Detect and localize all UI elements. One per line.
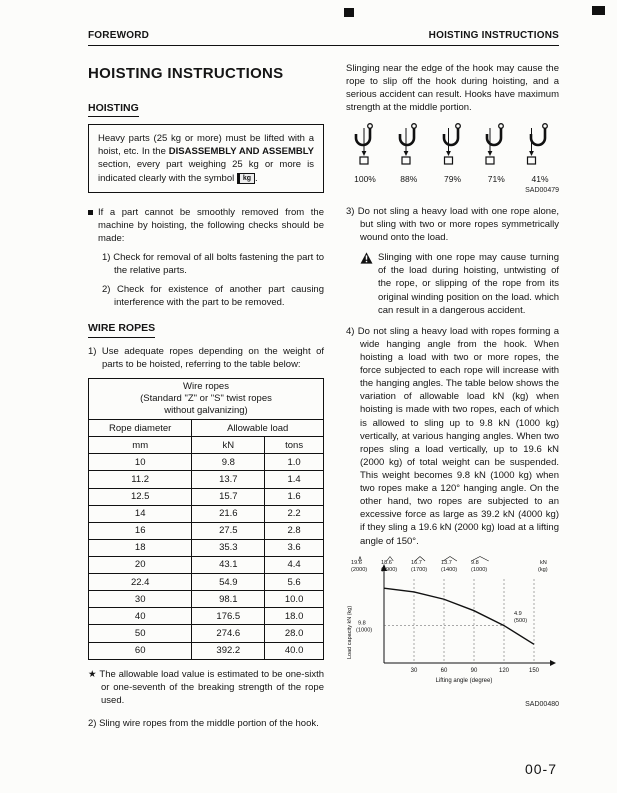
- table-title: Wire ropes (Standard "Z" or "S" twist ropes without galvanizing): [89, 379, 324, 420]
- notice-text-end: .: [255, 172, 258, 184]
- svg-text:(1400): (1400): [441, 566, 458, 573]
- svg-text:18.6: 18.6: [381, 559, 392, 566]
- hook-icon: [480, 122, 512, 168]
- sling-note: 2) Sling wire ropes from the middle portion of the hook.: [88, 717, 319, 729]
- svg-text:(1000): (1000): [356, 627, 373, 634]
- svg-text:(500): (500): [514, 617, 528, 624]
- notice-box: [88, 124, 324, 192]
- hook-figure: [390, 122, 428, 185]
- bullet-text: If a part cannot be smoothly removed from the machine by hoisting, the following checks should be made:: [98, 206, 324, 244]
- table-row: 12.5 15.7 1.6: [89, 488, 324, 505]
- unit-header-mm: mm: [89, 437, 192, 454]
- table-row: 18 35.3 3.6: [89, 539, 324, 556]
- warning-block: [346, 251, 559, 317]
- check-item: 1) Check for removal of all bolts fastening the part to the relative parts.: [102, 251, 324, 277]
- right-column: [346, 62, 559, 737]
- wire-ropes-intro: 1) Use adequate ropes depending on the weight of parts to be hoisted, referring to the table below:: [88, 345, 324, 370]
- hook-strength-percent: 71%: [487, 173, 505, 184]
- star-icon: ★: [88, 668, 97, 680]
- svg-text:(1700): (1700): [411, 566, 428, 573]
- bullet-paragraph: [88, 206, 324, 245]
- svg-text:60: 60: [440, 667, 448, 674]
- notice-text-post: section, every part weighing 25 kg or more is indicated clearly with the symbol: [98, 159, 314, 184]
- svg-text:(1900): (1900): [381, 566, 398, 573]
- hook-figure: [434, 122, 472, 185]
- square-bullet-icon: [88, 210, 93, 215]
- table-row: 10 9.8 1.0: [89, 454, 324, 471]
- hook-icon: [349, 122, 381, 168]
- table-row: 50 274.6 28.0: [89, 625, 324, 642]
- hook-strength-percent: 41%: [531, 173, 549, 184]
- hoisting-heading: HOISTING: [88, 101, 324, 117]
- warning-text: Slinging with one rope may cause turning of the load during hoisting, untwisting of the rope, or slipping of the rope from its original winding position on the load. which can result in a dangerous accident.: [378, 252, 559, 316]
- hook-strength-percent: 88%: [400, 173, 418, 184]
- wire-rope-table: [88, 378, 324, 660]
- hook-figure: [521, 122, 559, 185]
- svg-text:(kg): (kg): [538, 566, 548, 573]
- registration-mark: [592, 6, 605, 15]
- svg-text:4.9: 4.9: [514, 610, 522, 617]
- svg-text:Lifting angle (degree): Lifting angle (degree): [435, 677, 493, 684]
- hook-strength-percent: 100%: [354, 173, 376, 184]
- angle-chart-svg: [346, 555, 559, 695]
- wire-rope-table-body: [89, 454, 324, 659]
- table-row: 11.2 13.7 1.4: [89, 471, 324, 488]
- svg-text:90: 90: [470, 667, 478, 674]
- table-row: 14 21.6 2.2: [89, 505, 324, 522]
- svg-text:Load capacity kN (kg): Load capacity kN (kg): [347, 605, 353, 659]
- column-header-diameter: Rope diameter: [89, 420, 192, 437]
- hook-icon: [524, 122, 556, 168]
- svg-text:19.6: 19.6: [351, 559, 362, 566]
- check-item: 2) Check for existence of another part causing interference with the part to be removed.: [102, 284, 324, 309]
- left-column: [88, 62, 324, 737]
- svg-text:(1000): (1000): [471, 566, 488, 573]
- wire-ropes-heading: WIRE ROPES: [88, 321, 324, 337]
- kg-symbol-icon: kg: [237, 173, 255, 184]
- table-row: 30 98.1 10.0: [89, 591, 324, 608]
- instruction-item-4: 4) Do not sling a heavy load with ropes forming a wide hanging angle from the hook. When hoisting a load with two or more ropes, the force subjected to each rope will increase with the hanging angles. The table below shows the variation of allowable load kN (kg) when hoisting is made with two ropes, each of which is allowed to sling up to 9.8 kN (1000 kg) vertically, at various hanging angles. When two ropes sling a load vertically, up to 19.6 kN (2000 kg) of total weight can be suspended. This weight becomes 9.8 kN (1000 kg) when two ropes make a 120° hanging angle. On the other hand, two ropes are subjected to an excessive force as large as 39.2 kN (4000 kg) if they sling a 19.6 kN (2000 kg) load at a lifting angle of 150°.: [346, 325, 559, 547]
- svg-text:(2000): (2000): [351, 566, 368, 573]
- hook-icon: [437, 122, 469, 168]
- hook-figure-row: [346, 122, 559, 185]
- hook-strength-percent: 79%: [443, 173, 461, 184]
- hook-icon: [393, 122, 425, 168]
- column-header-load: Allowable load: [192, 420, 324, 437]
- svg-text:150: 150: [528, 667, 540, 674]
- svg-text:13.7: 13.7: [441, 559, 452, 566]
- table-row: 20 43.1 4.4: [89, 556, 324, 573]
- registration-mark: [344, 8, 354, 17]
- running-header: [88, 30, 559, 46]
- unit-header-kn: kN: [192, 437, 265, 454]
- warning-triangle-icon: [360, 252, 373, 317]
- figure-code: SAD00479: [525, 187, 559, 195]
- table-row: 22.4 54.9 5.6: [89, 574, 324, 591]
- instruction-item-3: 3) Do not sling a heavy load with one rope alone, but sling with two or more ropes symmetrically wound onto the load.: [346, 205, 559, 244]
- table-row: 40 176.5 18.0: [89, 608, 324, 625]
- svg-text:kN: kN: [540, 559, 547, 566]
- svg-text:9.8: 9.8: [358, 620, 366, 627]
- hook-intro-paragraph: Slinging near the edge of the hook may cause the rope to slip off the hook during hoisting, and a serious accident can result. Hooks have maximum strength at the middle portion.: [346, 63, 559, 114]
- hook-figure: [477, 122, 515, 185]
- svg-text:120: 120: [498, 667, 510, 674]
- svg-text:30: 30: [410, 667, 418, 674]
- lifting-angle-chart: [346, 555, 559, 699]
- table-row: 60 392.2 40.0: [89, 642, 324, 659]
- star-note: ★ The allowable load value is estimated to be one-sixth or one-seventh of the breaking strength of the rope used.: [88, 668, 324, 706]
- svg-text:9.8: 9.8: [471, 559, 479, 566]
- page-title: HOISTING INSTRUCTIONS: [88, 65, 284, 82]
- header-right-title: HOISTING INSTRUCTIONS: [428, 30, 559, 41]
- unit-header-tons: tons: [265, 437, 324, 454]
- page-number: 00-7: [524, 761, 557, 777]
- header-left-title: FOREWORD: [88, 30, 150, 41]
- table-row: 16 27.5 2.8: [89, 522, 324, 539]
- notice-text-pre: Heavy parts (25 kg or more) must be lifted with a hoist, etc. In the: [98, 133, 314, 158]
- svg-text:16.7: 16.7: [411, 559, 422, 566]
- hook-figure: [346, 122, 384, 185]
- figure-code: SAD00480: [525, 700, 559, 708]
- content-columns: [88, 62, 559, 737]
- notice-text-bold: DISASSEMBLY AND ASSEMBLY: [168, 146, 314, 158]
